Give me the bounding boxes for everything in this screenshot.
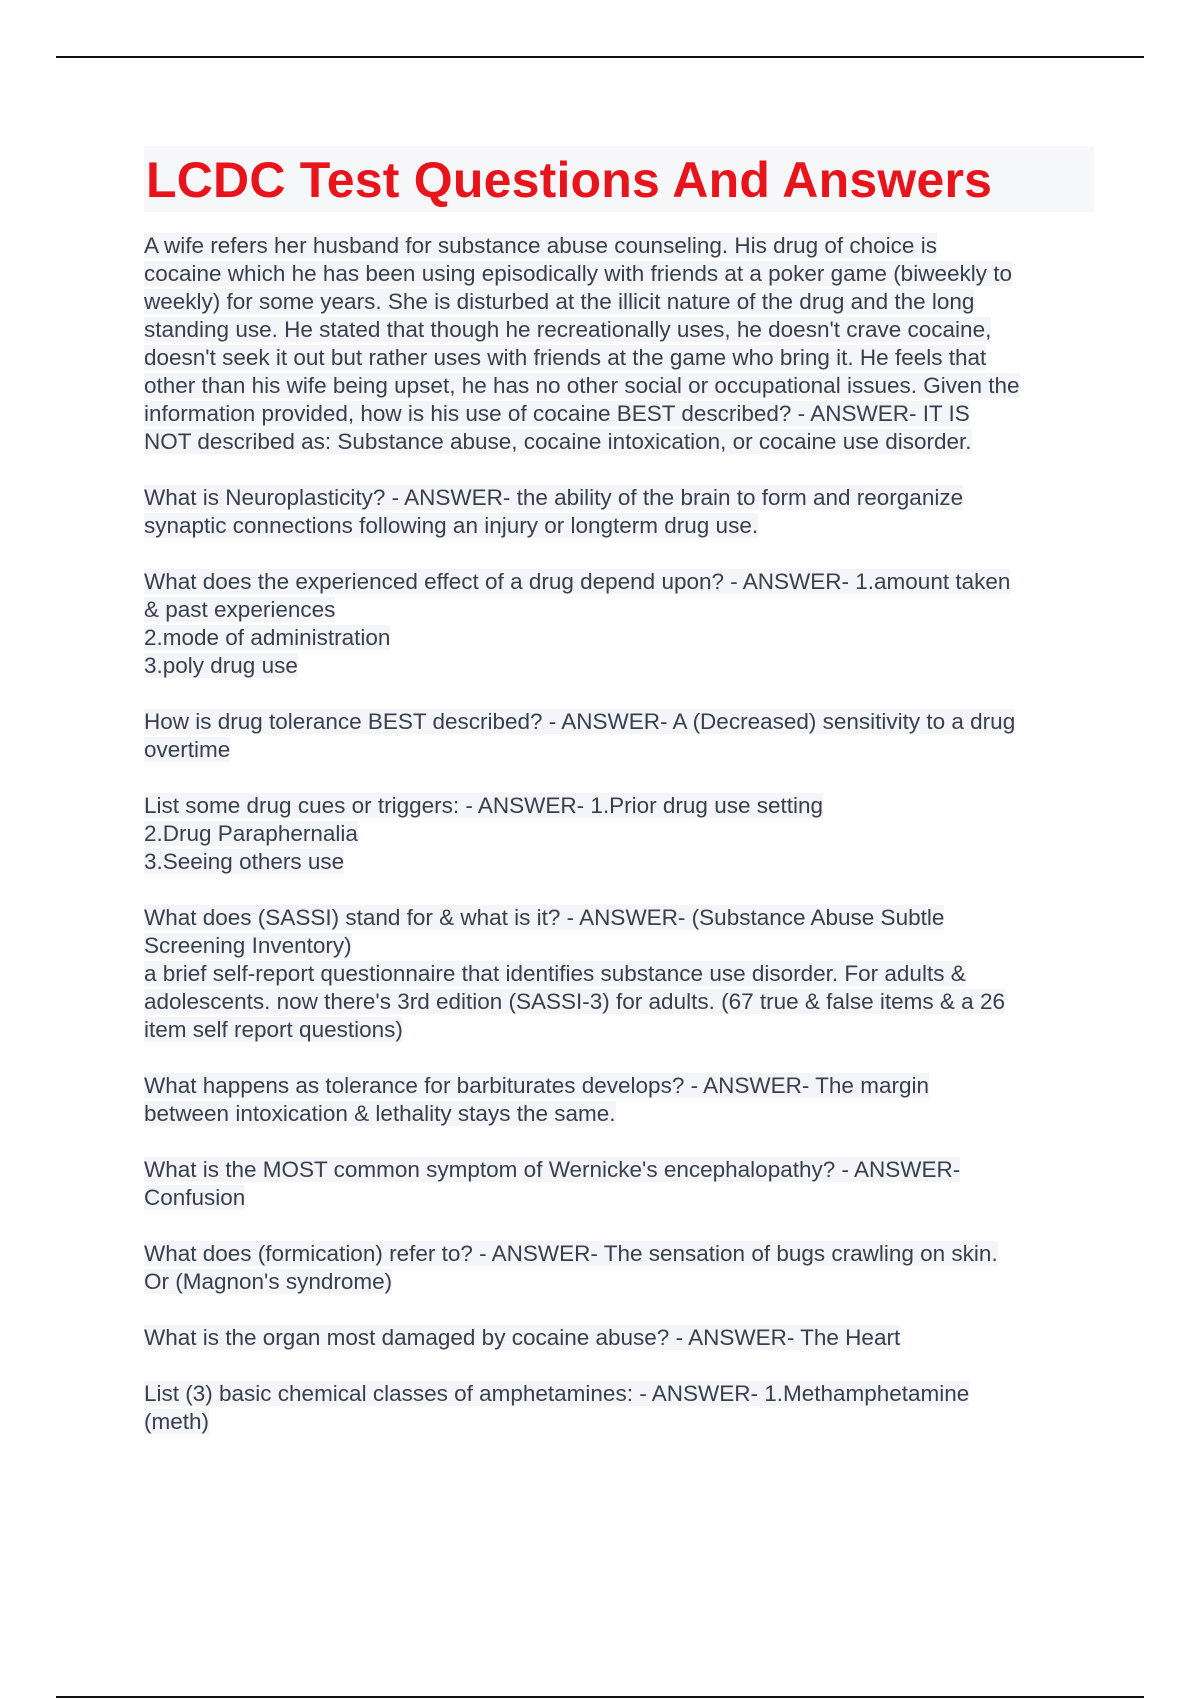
qa-line: doesn't seek it out but rather uses with friends at the game who bring it. He feels that xyxy=(144,345,987,370)
bottom-rule xyxy=(56,1696,1144,1698)
qa-line: What is Neuroplasticity? - ANSWER- the ability of the brain to form and reorganize xyxy=(144,485,964,510)
qa-line: 2.mode of administration xyxy=(144,625,391,650)
qa-line: & past experiences xyxy=(144,597,336,622)
qa-line: Or (Magnon's syndrome) xyxy=(144,1269,393,1294)
qa-line: synaptic connections following an injury or longterm drug use. xyxy=(144,513,759,538)
qa-line: 2.Drug Paraphernalia xyxy=(144,821,358,846)
qa-item xyxy=(144,792,1094,876)
qa-item xyxy=(144,1380,1094,1436)
document-title: LCDC Test Questions And Answers xyxy=(146,152,993,208)
qa-line: between intoxication & lethality stays the same. xyxy=(144,1101,616,1126)
top-rule xyxy=(56,56,1144,58)
qa-line: List (3) basic chemical classes of amphetamines: - ANSWER- 1.Methamphetamine xyxy=(144,1381,970,1406)
qa-line: 3.Seeing others use xyxy=(144,849,345,874)
qa-line: Screening Inventory) xyxy=(144,933,352,958)
qa-line: item self report questions) xyxy=(144,1017,403,1042)
qa-line: What is the organ most damaged by cocaine abuse? - ANSWER- The Heart xyxy=(144,1325,901,1350)
qa-line: What happens as tolerance for barbiturates develops? - ANSWER- The margin xyxy=(144,1073,929,1098)
qa-list xyxy=(144,232,1094,1436)
qa-item xyxy=(144,484,1094,540)
qa-line: List some drug cues or triggers: - ANSWER- 1.Prior drug use setting xyxy=(144,793,824,818)
qa-line: a brief self-report questionnaire that identifies substance use disorder. For adults & xyxy=(144,961,966,986)
qa-line: What does the experienced effect of a drug depend upon? - ANSWER- 1.amount taken xyxy=(144,569,1011,594)
qa-item xyxy=(144,904,1094,1044)
qa-line: information provided, how is his use of cocaine BEST described? - ANSWER- IT IS xyxy=(144,401,970,426)
qa-line: Confusion xyxy=(144,1185,246,1210)
qa-item xyxy=(144,232,1094,456)
qa-item xyxy=(144,1240,1094,1296)
qa-item xyxy=(144,1324,1094,1352)
qa-line: What does (formication) refer to? - ANSWER- The sensation of bugs crawling on skin. xyxy=(144,1241,998,1266)
qa-line: A wife refers her husband for substance abuse counseling. His drug of choice is xyxy=(144,233,937,258)
qa-item xyxy=(144,1156,1094,1212)
title-band xyxy=(144,146,1094,212)
qa-line: NOT described as: Substance abuse, cocaine intoxication, or cocaine use disorder. xyxy=(144,429,972,454)
document-content xyxy=(144,146,1094,1464)
qa-line: other than his wife being upset, he has no other social or occupational issues. Given the xyxy=(144,373,1020,398)
qa-item xyxy=(144,1072,1094,1128)
qa-line: standing use. He stated that though he recreationally uses, he doesn't crave cocaine, xyxy=(144,317,992,342)
qa-line: How is drug tolerance BEST described? - ANSWER- A (Decreased) sensitivity to a drug xyxy=(144,709,1016,734)
qa-line: overtime xyxy=(144,737,231,762)
qa-line: (meth) xyxy=(144,1409,210,1434)
qa-line: What is the MOST common symptom of Wernicke's encephalopathy? - ANSWER- xyxy=(144,1157,961,1182)
qa-line: adolescents. now there's 3rd edition (SASSI-3) for adults. (67 true & false items & a 26 xyxy=(144,989,1005,1014)
qa-item xyxy=(144,708,1094,764)
qa-line: 3.poly drug use xyxy=(144,653,298,678)
qa-line: cocaine which he has been using episodically with friends at a poker game (biweekly to xyxy=(144,261,1012,286)
qa-item xyxy=(144,568,1094,680)
qa-line: What does (SASSI) stand for & what is it? - ANSWER- (Substance Abuse Subtle xyxy=(144,905,945,930)
qa-line: weekly) for some years. She is disturbed at the illicit nature of the drug and the long xyxy=(144,289,975,314)
